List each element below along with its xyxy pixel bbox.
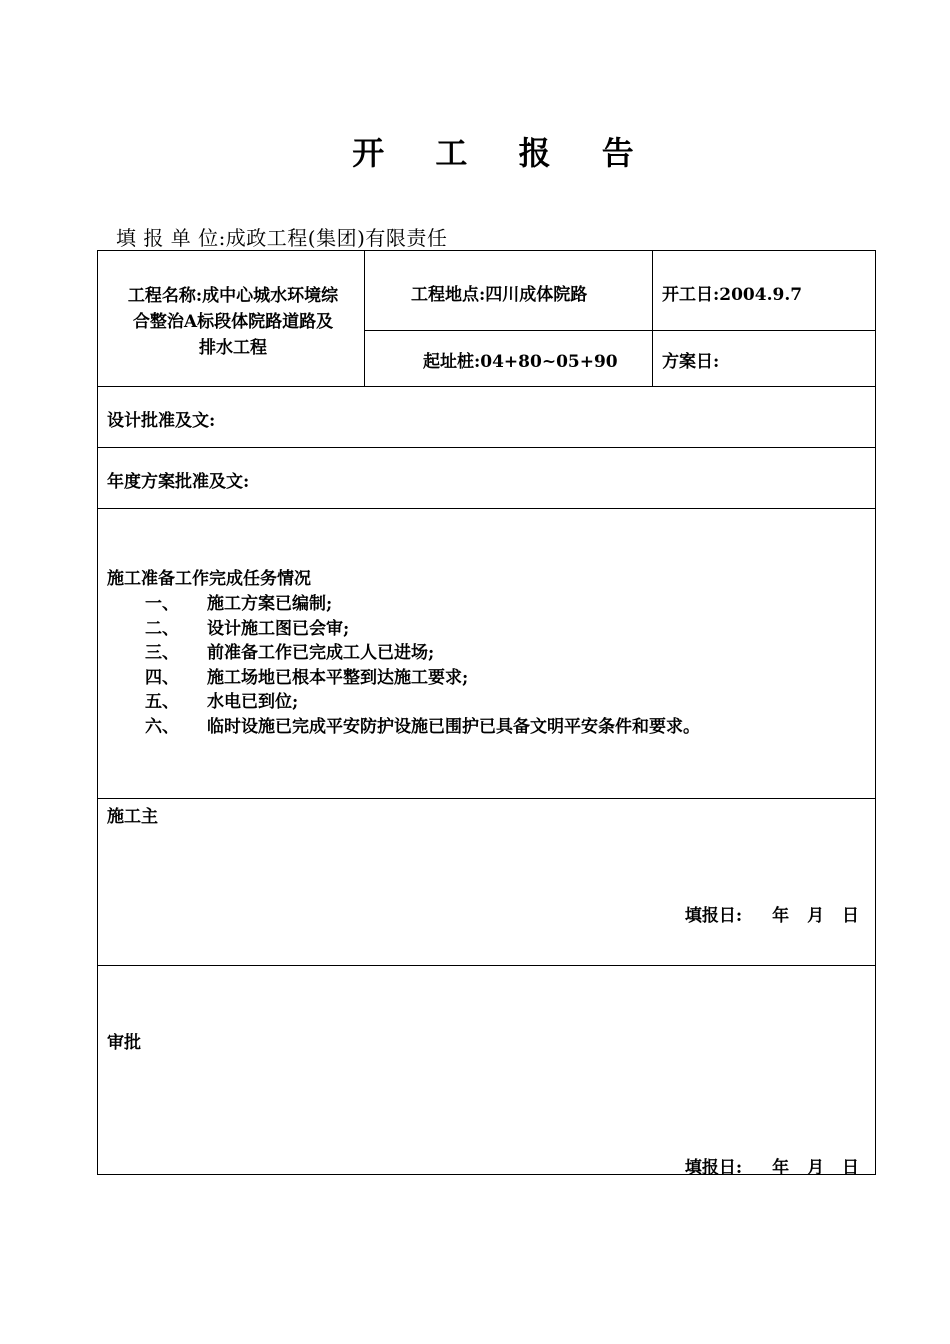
item-number: 一、 <box>145 594 179 614</box>
reporting-unit: 填 报 单 位:成政工程(集团)有限责任 <box>116 226 448 250</box>
divider <box>364 330 875 331</box>
list-item <box>107 666 700 691</box>
divider <box>98 508 875 509</box>
list-item <box>107 690 700 715</box>
item-text: 施工场地已根本平整到达施工要求; <box>207 667 469 688</box>
project-name-line: 工程名称:成中心城水环境综 <box>127 286 339 306</box>
divider <box>364 251 365 386</box>
list-item <box>107 617 700 642</box>
item-number: 二、 <box>145 618 179 639</box>
item-number: 三、 <box>145 643 179 664</box>
item-number: 四、 <box>145 667 179 688</box>
divider <box>98 447 875 448</box>
item-text: 前准备工作已完成工人已进场; <box>207 643 435 664</box>
divider <box>98 798 875 799</box>
project-name-line: 排水工程 <box>199 338 267 358</box>
report-date-ymd: 年 月 日 <box>772 1158 865 1178</box>
contractor-report-date <box>685 901 865 926</box>
project-location: 工程地点:四川成体院路 <box>411 285 588 305</box>
item-number: 六、 <box>145 716 179 737</box>
item-text: 施工方案已编制; <box>207 594 333 614</box>
divider <box>98 386 875 387</box>
page-title: 开 工 报 告 <box>352 134 654 172</box>
project-name <box>108 283 358 361</box>
contractor-label: 施工主 <box>107 807 158 827</box>
item-text: 设计施工图已会审; <box>207 618 350 639</box>
approval-report-date <box>685 1153 865 1178</box>
item-number: 五、 <box>145 692 179 713</box>
list-item <box>107 715 700 740</box>
list-item <box>107 592 700 617</box>
start-date: 开工日:2004.9.7 <box>662 285 803 305</box>
project-name-line: 合整治A标段体院路道路及 <box>132 312 334 332</box>
list-item <box>107 641 700 666</box>
annual-plan-approval-label: 年度方案批准及文: <box>107 472 250 492</box>
report-date-label: 填报日: <box>684 1158 743 1178</box>
report-date-ymd: 年 月 日 <box>772 906 865 926</box>
divider <box>652 251 653 386</box>
preparation-heading: 施工准备工作完成任务情况 <box>107 569 311 589</box>
item-text: 水电已到位; <box>207 692 299 713</box>
report-date-label: 填报日: <box>684 906 743 926</box>
report-form <box>97 250 876 1178</box>
divider <box>98 965 875 966</box>
station-range: 起址桩:04+80~05+90 <box>423 352 618 372</box>
approval-label: 审批 <box>107 1033 141 1053</box>
item-text: 临时设施已完成平安防护设施已围护已具备文明平安条件和要求。 <box>207 716 700 737</box>
design-approval-label: 设计批准及文: <box>107 411 216 431</box>
preparation-list <box>107 567 700 740</box>
plan-date: 方案日: <box>662 352 720 372</box>
